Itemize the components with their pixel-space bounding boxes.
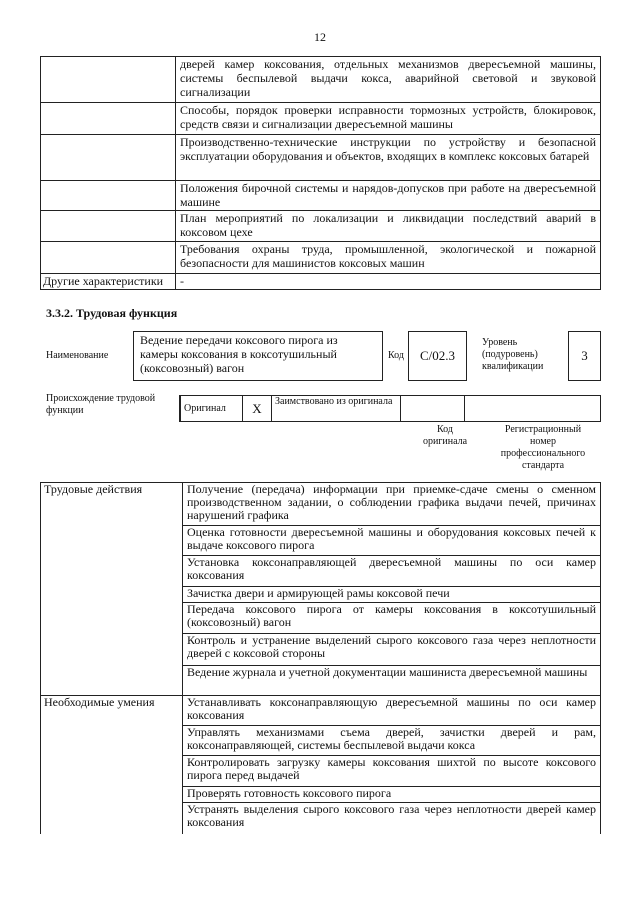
level-value-box: 3 [568,331,601,381]
table-cell-empty [41,135,176,181]
table-cell-empty [41,242,176,274]
table-row: дверей камер коксования, отдельных механизмов двересъемной машины, системы беспылевой выдачи кокса, аварийной световой и звуковой сигнализации [176,57,601,103]
labor-actions-label: Трудовые действия [41,483,183,526]
table-cell-empty [41,666,183,696]
original-mark: X [243,396,272,422]
table-cell-empty [41,634,183,666]
labor-function-table [40,482,601,834]
table-cell-empty [41,181,176,211]
table-row: Проверять готовность коксового пирога [183,787,601,803]
name-label: Наименование [46,350,109,361]
level-label: Уровень (подуровень) квалификации [482,337,544,372]
table-cell-empty [41,556,183,587]
table-row: Получение (передача) информации при приемке-сдаче смены о сменном производственном задании, о соблюдении графика выдачи печей, причинах нарушений графика [183,483,601,526]
origin-table [179,395,601,422]
knowledge-table [40,56,601,290]
other-characteristics-value: - [176,274,601,290]
function-name-box: Ведение передачи коксового пирога из камеры коксования в коксотушильный (коксовозный) вагон [133,331,383,381]
table-cell-empty [41,103,176,135]
table-row: Установка коксонаправляющей двересъемной машины по оси камер коксования [183,556,601,587]
table-row: План мероприятий по локализации и ликвидации последствий аварий в коксовом цехе [176,211,601,242]
table-row: Ведение журнала и учетной документации машиниста двересъемной машины [183,666,601,696]
table-cell-empty [41,726,183,756]
table-cell-empty [41,603,183,634]
table-row: Управлять механизмами съема дверей, зачистки дверей и рам, коксонаправляющей, системы беспылевой выдачи кокса [183,726,601,756]
section-heading: 3.3.2. Трудовая функция [46,306,178,320]
table-row: Контроль и устранение выделений сырого коксового газа через неплотности дверей с коксовой стороны [183,634,601,666]
table-row: Передача коксового пирога от камеры коксования в коксотушильный (коксовозный) вагон [183,603,601,634]
other-characteristics-label: Другие характеристики [41,274,176,290]
table-cell-empty [41,587,183,603]
table-cell-empty [41,803,183,834]
table-row: Требования охраны труда, промышленной, экологической и пожарной безопасности для машинистов коксовых машин [176,242,601,274]
registration-number-cell [465,396,601,422]
table-cell-empty [41,526,183,556]
original-code-cell [401,396,465,422]
origin-label: Происхождение трудовой функции [46,393,156,416]
borrowed-label: Заимствовано из оригинала [272,396,401,422]
table-row: Контролировать загрузку камеры коксования шихтой по высоте коксового пирога перед выдачей [183,756,601,787]
code-caption: Код оригинала [422,424,468,447]
skills-label: Необходимые умения [41,696,183,726]
function-code-box: C/02.3 [408,331,467,381]
table-cell-empty [41,211,176,242]
table-cell-empty [41,787,183,803]
table-row: Зачистка двери и армирующей рамы коксовой печи [183,587,601,603]
table-row: Устанавливать коксонаправляющую двересъемной машины по оси камер коксования [183,696,601,726]
table-cell-empty [41,756,183,787]
table-row: Положения бирочной системы и нарядов-допусков при работе на двересъемной машине [176,181,601,211]
table-row: Устранять выделения сырого коксового газа через неплотности дверей камер коксования [183,803,601,834]
page-number: 12 [314,30,326,44]
code-label: Код [388,350,404,361]
table-cell-empty [41,57,176,103]
table-row: Способы, порядок проверки исправности тормозных устройств, блокировок, средств связи и сигнализации двересъемной машины [176,103,601,135]
table-row: Производственно-технические инструкции по устройству и безопасной эксплуатации оборудования и объектов, входящих в комплекс коксовых батарей [176,135,601,181]
table-row: Оценка готовности двересъемной машины и оборудования коксовых печей к выдаче коксового пирога [183,526,601,556]
original-label: Оригинал [180,396,243,422]
registration-caption: Регистрационный номер профессионального стандарта [500,424,586,471]
